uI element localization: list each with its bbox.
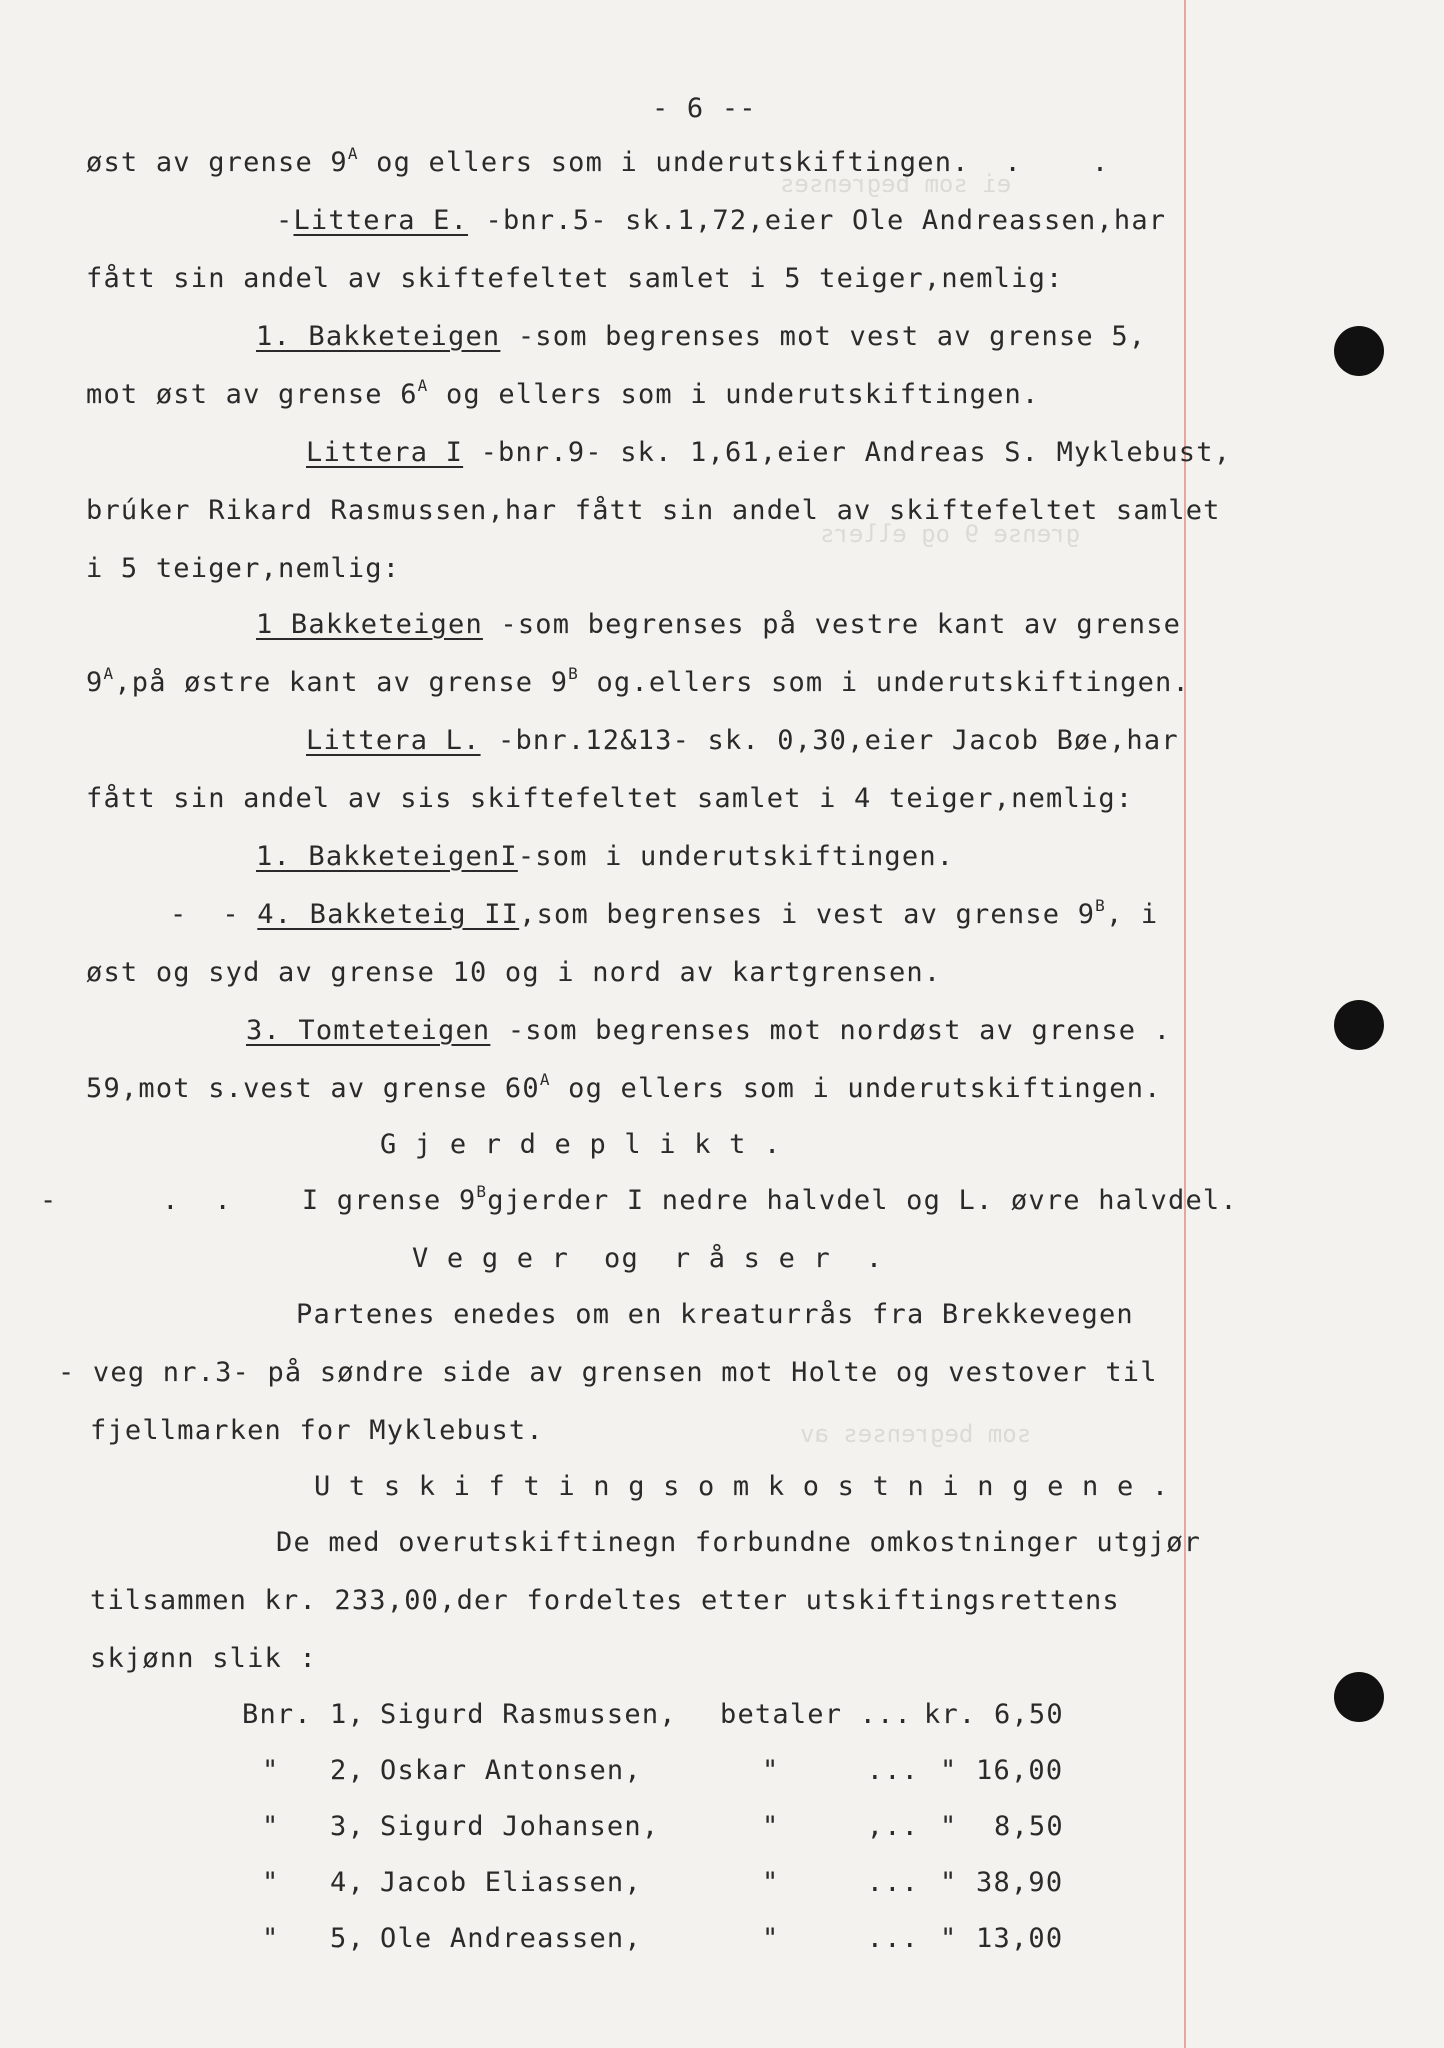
text-line: tilsammen kr. 233,00,der fordeltes etter utskiftingsrettens	[90, 1585, 1120, 1616]
punch-hole-top	[1334, 326, 1384, 376]
text-line: mot øst av grense $6^A$ og ellers som i underutskiftingen.	[86, 376, 1040, 410]
row-name: Oskar Antonsen,	[380, 1755, 642, 1786]
row-name: Sigurd Rasmussen,	[380, 1699, 677, 1730]
section-heading: G j e r d e p l i k t .	[380, 1129, 782, 1160]
row-name: Sigurd Johansen,	[380, 1811, 660, 1842]
text-line: 59,mot s.vest av grense $60^A$ og ellers som i underutskiftingen.	[86, 1070, 1162, 1104]
row-currency: "	[940, 1923, 958, 1954]
row-bnr: 5,	[330, 1923, 365, 1954]
text-line: fått sin andel av sis skiftefeltet samlet i 4 teiger,nemlig:	[86, 783, 1134, 814]
row-currency: "	[940, 1867, 958, 1898]
bleed-through: som begrenses av	[800, 1420, 1032, 1448]
row-amount: 13,00	[976, 1923, 1064, 1954]
text-line: fått sin andel av skiftefeltet samlet i 5 teiger,nemlig:	[86, 263, 1064, 294]
row-bnr: 2,	[330, 1755, 365, 1786]
text-line: øst og syd av grense 10 og i nord av kartgrensen.	[86, 957, 942, 988]
margin-line	[1184, 0, 1186, 2048]
text-line: 1. BakketeigenI-som i underutskiftingen.	[256, 841, 955, 872]
text-line: - - 4. Bakketeig II,som begrenses i vest av grense $9^B$, i	[170, 896, 1159, 930]
text-line: De med overutskiftinegn forbundne omkostninger utgjør	[276, 1527, 1202, 1558]
punch-hole-middle	[1334, 1000, 1384, 1050]
row-currency: "	[940, 1755, 958, 1786]
row-prefix: "	[262, 1811, 280, 1842]
punch-hole-bottom	[1334, 1672, 1384, 1722]
text-line: -Littera E. -bnr.5- sk.1,72,eier Ole Andreassen,har	[276, 205, 1167, 236]
text-line: 1. Bakketeigen -som begrenses mot vest av grense 5,	[256, 321, 1147, 352]
text-line: 3. Tomteteigen -som begrenses mot nordøst av grense .	[246, 1015, 1172, 1046]
row-mid: " ,..	[762, 1811, 920, 1842]
row-currency: kr.	[924, 1699, 977, 1730]
row-name: Ole Andreassen,	[380, 1923, 642, 1954]
text-line: - . . I grense $9^Bgjerder$ I nedre halvdel og L. øvre halvdel.	[40, 1182, 1238, 1216]
text-line: i 5 teiger,nemlig:	[86, 553, 401, 584]
row-prefix: Bnr.	[242, 1699, 312, 1730]
row-currency: "	[940, 1811, 958, 1842]
row-mid: betaler ...	[720, 1699, 913, 1730]
row-bnr: 3,	[330, 1811, 365, 1842]
text-line: fjellmarken for Myklebust.	[90, 1415, 544, 1446]
row-mid: " ...	[762, 1755, 920, 1786]
text-line: brúker Rikard Rasmussen,har fått sin andel av skiftefeltet samlet	[86, 495, 1221, 526]
row-amount: 16,00	[976, 1755, 1064, 1786]
text-line: 1 Bakketeigen -som begrenses på vestre kant av grense	[256, 609, 1182, 640]
row-prefix: "	[262, 1867, 280, 1898]
text-line: $9^A,på$ østre kant av grense $9^B$ og.ellers som i underutskiftingen.	[86, 664, 1190, 698]
text-line: Littera I -bnr.9- sk. 1,61,eier Andreas S. Myklebust,	[306, 437, 1232, 468]
text-line: øst av grense $9^A$ og ellers som i underutskiftingen. . .	[86, 144, 1110, 178]
row-mid: " ...	[762, 1923, 920, 1954]
row-amount: 8,50	[994, 1811, 1064, 1842]
section-heading: V e g e r og r å s e r .	[412, 1243, 884, 1274]
row-amount: 6,50	[994, 1699, 1064, 1730]
page-number: - 6 --	[652, 93, 757, 124]
row-mid: " ...	[762, 1867, 920, 1898]
text-line: - veg nr.3- på søndre side av grensen mot Holte og vestover til	[58, 1357, 1158, 1388]
text-line: Partenes enedes om en kreaturrås fra Brekkevegen	[296, 1299, 1134, 1330]
section-heading: U t s k i f t i n g s o m k o s t n i n g e n e .	[314, 1471, 1170, 1502]
bleed-through: ei som begrenses	[780, 170, 1012, 198]
row-name: Jacob Eliassen,	[380, 1867, 642, 1898]
text-line: Littera L. -bnr.12&13- sk. 0,30,eier Jacob Bøe,har	[306, 725, 1179, 756]
row-prefix: "	[262, 1923, 280, 1954]
row-bnr: 4,	[330, 1867, 365, 1898]
bleed-through: grense 9 og ellers	[820, 520, 1081, 548]
row-bnr: 1,	[330, 1699, 365, 1730]
row-amount: 38,90	[976, 1867, 1064, 1898]
row-prefix: "	[262, 1755, 280, 1786]
text-line: skjønn slik :	[90, 1643, 317, 1674]
